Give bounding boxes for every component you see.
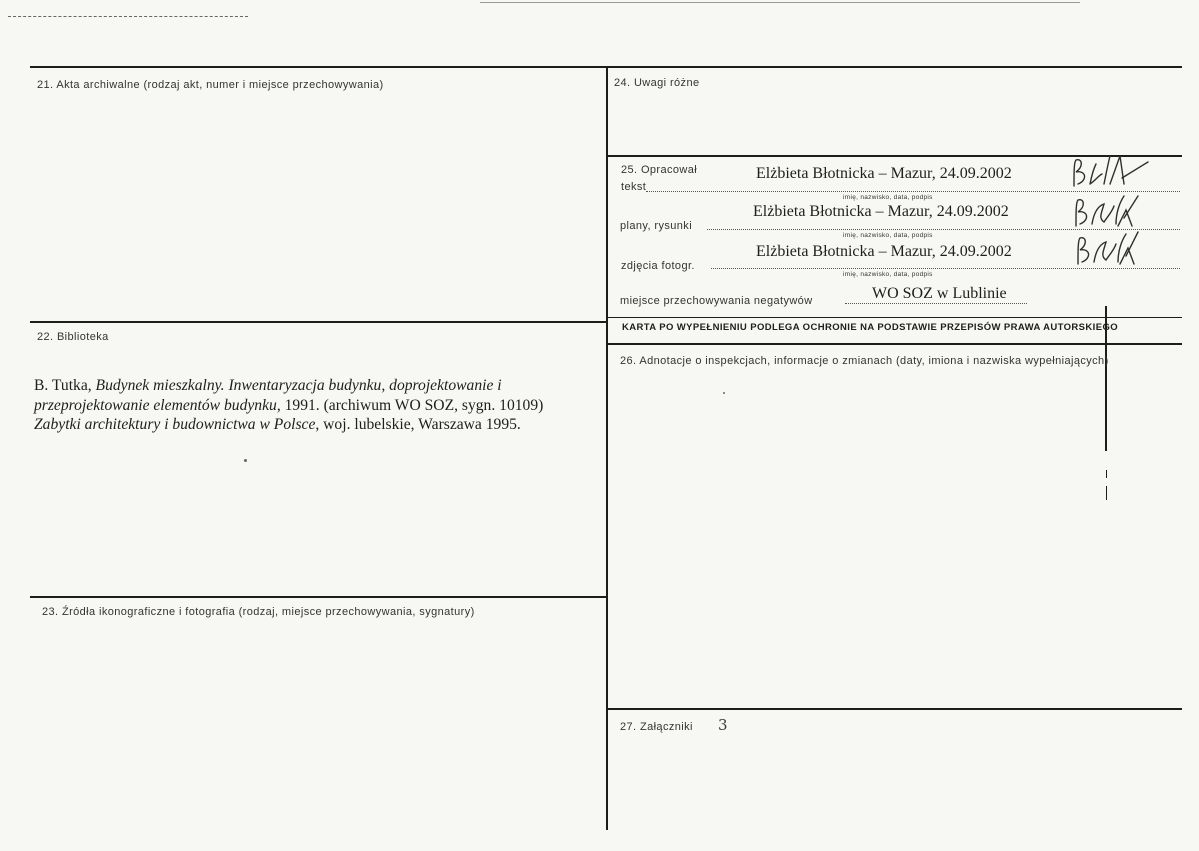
speck xyxy=(244,459,247,462)
attachments-count: 3 xyxy=(718,716,728,734)
copyright-notice: KARTA PO WYPEŁNIENIU PODLEGA OCHRONIE NA PODSTAWIE PRZEPISÓW PRAWA AUTORSKIEGO xyxy=(622,322,1119,333)
biblio-author: B. Tutka, xyxy=(34,377,96,394)
biblio-rest-1: , 1991. (archiwum WO SOZ, sygn. 10109) xyxy=(276,396,544,414)
biblio-rest-2: , woj. lubelskie, Warszawa 1995. xyxy=(315,416,521,433)
biblio-title-2: Zabytki architektury i budownictwa w Polsce xyxy=(34,416,316,433)
row-tekst-caption: imię, nazwisko, data, podpis xyxy=(843,194,933,201)
row-zdjecia-value: Elżbieta Błotnicka – Mazur, 24.09.2002 xyxy=(756,243,1012,260)
bibliography-text xyxy=(34,376,594,435)
negatives-value: WO SOZ w Lublinie xyxy=(872,285,1007,302)
negatives-line xyxy=(845,303,1027,304)
row-plany-label: plany, rysunki xyxy=(620,220,693,232)
section-21-label: 21. Akta archiwalne (rodzaj akt, numer i miejsce przechowywania) xyxy=(37,79,384,91)
section-22-label: 22. Biblioteka xyxy=(37,331,109,343)
row-plany-caption: imię, nazwisko, data, podpis xyxy=(843,232,933,239)
marker-dash-2 xyxy=(1106,486,1107,500)
speck xyxy=(723,392,725,394)
marker-dash-1 xyxy=(1106,470,1107,478)
row-tekst-label: tekst xyxy=(621,181,647,193)
top-rule xyxy=(8,16,248,17)
section-24-label: 24. Uwagi różne xyxy=(614,77,700,89)
negatives-label: miejsce przechowywania negatywów xyxy=(620,295,813,307)
top-rule-right xyxy=(480,2,1080,3)
row-zdjecia-label: zdjęcia fotogr. xyxy=(621,260,695,272)
section-26-label: 26. Adnotacje o inspekcjach, informacje o zmianach (daty, imiona i nazwiska wypełniających) xyxy=(620,355,1109,367)
biblio-title-1: Budynek mieszkalny. Inwentaryzacja budynku, doprojektowanie i przeprojektowanie elementów budynku xyxy=(34,377,502,414)
rule-26-top xyxy=(607,343,1182,345)
rule-21-22 xyxy=(30,321,608,323)
row-plany-value: Elżbieta Błotnicka – Mazur, 24.09.2002 xyxy=(753,203,1009,220)
section-25-label: 25. Opracował xyxy=(621,164,698,176)
section-27-label: 27. Załączniki xyxy=(620,721,693,733)
rule-22-23 xyxy=(30,596,608,598)
section-23-label: 23. Źródła ikonograficzne i fotografia (rodzaj, miejsce przechowywania, sygnatury) xyxy=(42,606,475,618)
center-divider xyxy=(606,66,608,830)
rule-26-27 xyxy=(607,708,1182,710)
signature-3 xyxy=(1070,228,1145,273)
row-tekst-value: Elżbieta Błotnicka – Mazur, 24.09.2002 xyxy=(756,165,1012,182)
signature-1 xyxy=(1068,150,1153,195)
rule-copyright-top xyxy=(607,317,1182,318)
row-zdjecia-caption: imię, nazwisko, data, podpis xyxy=(843,271,933,278)
